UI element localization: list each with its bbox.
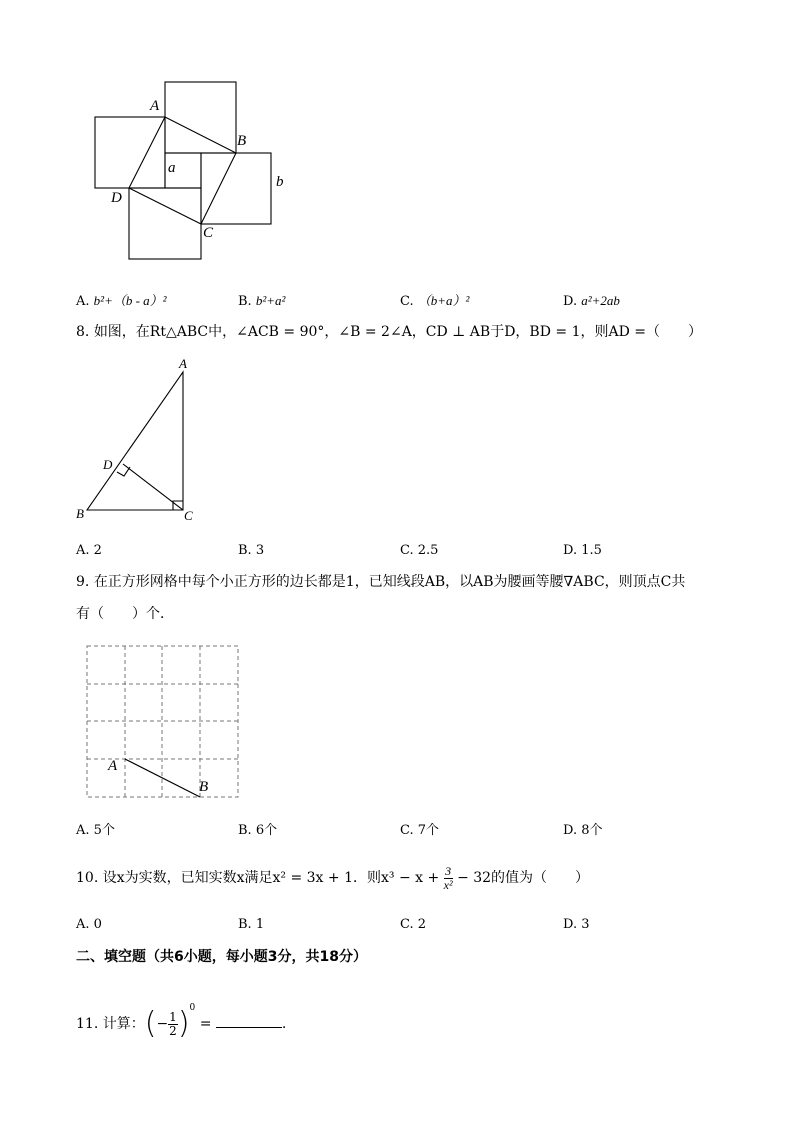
q9-option-c[interactable] (400, 822, 439, 840)
question-number: 8. (76, 324, 90, 340)
fraction-one-half (168, 1011, 178, 1038)
minus-sign: − (156, 1016, 169, 1032)
question-number: 11. (76, 1016, 99, 1032)
fig9-label-A: A (108, 758, 118, 774)
option-key: A. (76, 294, 90, 309)
q9-option-a[interactable] (76, 822, 115, 840)
option-key: C. (400, 543, 414, 558)
q10-option-d[interactable] (563, 916, 590, 934)
option-key: D. (563, 917, 578, 932)
option-key: B. (238, 543, 252, 558)
option-key: A. (76, 917, 90, 932)
option-key: D. (563, 294, 578, 309)
option-text: 3 (255, 543, 265, 558)
option-key: B. (238, 917, 252, 932)
question-text-pre: 设x为实数，已知实数x满足x² = 3x + 1．则x³ − x + (102, 870, 440, 886)
option-text: 3 (581, 917, 590, 932)
q11-stem (76, 988, 286, 1044)
option-text: 6个 (255, 823, 278, 838)
option-text: 1.5 (581, 543, 602, 558)
q9-option-d[interactable] (563, 822, 603, 840)
right-paren: ) (177, 1006, 190, 1041)
exponent: 0 (189, 1003, 196, 1013)
fig7-label-A: A (150, 98, 160, 114)
option-key: B. (238, 823, 252, 838)
option-key: C. (400, 823, 414, 838)
option-text: 8个 (581, 823, 603, 838)
option-key: D. (563, 823, 578, 838)
question-number: 9. (76, 574, 90, 590)
equals-sign: = (199, 1016, 212, 1032)
option-text: 5个 (93, 823, 115, 838)
segment-ab (125, 759, 200, 797)
option-key: C. (400, 294, 414, 309)
q9-option-b[interactable] (238, 822, 277, 840)
option-text: 2 (93, 543, 102, 558)
fig7-label-D: D (111, 190, 122, 206)
option-key: A. (76, 823, 90, 838)
question-text-post: − 32的值为（ ） (457, 870, 590, 886)
q10-option-c[interactable] (400, 916, 426, 934)
option-text: 7个 (417, 823, 440, 838)
question-text: 在正方形网格中每个小正方形的边长都是1，已知线段AB，以AB为腰画等腰∇ABC，则顶点C共 (93, 574, 686, 590)
fig7-label-B: B (237, 133, 247, 149)
option-text: 0 (93, 917, 102, 932)
fig8-label-B: B (76, 506, 84, 521)
fig9-label-B: B (199, 779, 209, 795)
fraction-denominator: x² (443, 877, 453, 892)
fraction-3-over-x2 (444, 865, 453, 892)
option-text: a²+2ab (581, 293, 620, 308)
fig8-label-A: A (179, 356, 187, 371)
option-text: （b+a）² (417, 293, 470, 308)
option-key: A. (76, 543, 90, 558)
section-heading: 二、填空题（共6小题，每小题3分，共18分） (76, 949, 367, 965)
fig7-label-a: a (168, 160, 176, 176)
option-key: D. (563, 543, 578, 558)
option-key: B. (238, 294, 252, 309)
q10-option-b[interactable] (238, 916, 264, 934)
q10-option-a[interactable] (76, 916, 102, 934)
fraction-denominator: 2 (169, 1023, 177, 1038)
fraction-numerator: 1 (169, 1009, 177, 1024)
q10-stem (76, 858, 589, 898)
question-prefix: 计算： (102, 1016, 145, 1032)
period: . (281, 1016, 287, 1032)
fig7-label-C: C (203, 225, 214, 241)
option-text: 2 (417, 917, 427, 932)
option-text: b²+a² (255, 293, 286, 308)
fig8-label-D: D (103, 457, 113, 472)
option-text: 1 (255, 917, 265, 932)
fig8-label-C: C (184, 508, 193, 523)
fraction-numerator: 3 (445, 863, 452, 878)
fig7-label-b: b (276, 174, 284, 190)
question-text-cont: 有（ ）个． (76, 606, 174, 622)
answer-blank[interactable] (216, 1013, 282, 1028)
question-number: 10. (76, 870, 99, 886)
option-text: 2.5 (417, 543, 439, 558)
option-key: C. (400, 917, 414, 932)
left-paren: ( (144, 1006, 157, 1041)
question-text: 如图，在Rt△ABC中，∠ACB = 90°，∠B = 2∠A，CD ⊥ AB于D，BD = 1，则AD =（ ） (93, 324, 702, 340)
option-text: b²+（b - a）² (93, 293, 167, 308)
